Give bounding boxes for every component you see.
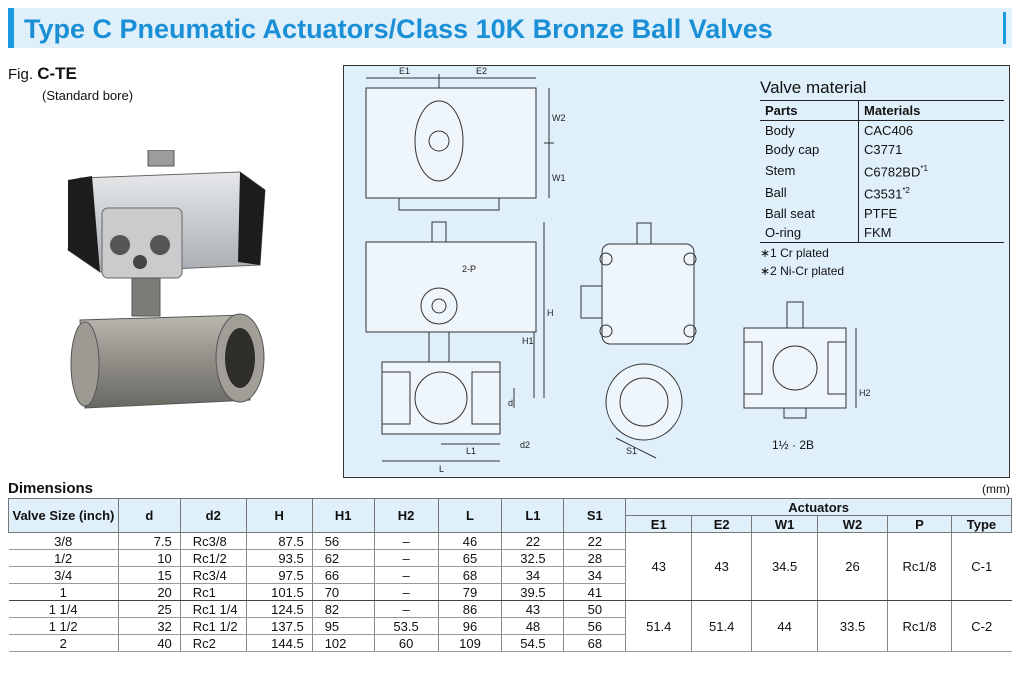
cell-l: 96 — [438, 618, 502, 635]
part-name: Body cap — [760, 140, 859, 159]
cell-h2: – — [374, 567, 438, 584]
cell-h: 93.5 — [246, 550, 312, 567]
label-l1: L1 — [466, 446, 477, 456]
cell-type: C-2 — [951, 601, 1011, 652]
label-port: 2-P — [462, 264, 477, 274]
cell-size: 2 — [9, 635, 119, 652]
col-materials: Materials — [859, 101, 1005, 121]
dimensions-title: Dimensions — [8, 480, 94, 497]
cell-l1: 22 — [502, 533, 564, 550]
col-h2: H2 — [374, 499, 438, 533]
cell-h2: – — [374, 584, 438, 601]
cell-h1: 70 — [312, 584, 374, 601]
cell-l: 68 — [438, 567, 502, 584]
cell-d2: Rc3/8 — [180, 533, 246, 550]
col-d2: d2 — [180, 499, 246, 533]
label-h1: H1 — [522, 336, 534, 346]
cell-l: 46 — [438, 533, 502, 550]
cell-s1: 34 — [564, 567, 626, 584]
cell-l1: 32.5 — [502, 550, 564, 567]
cell-h2: – — [374, 601, 438, 618]
label-d: d — [508, 398, 514, 408]
cell-h1: 56 — [312, 533, 374, 550]
material-row — [760, 223, 1004, 243]
col-h: H — [246, 499, 312, 533]
col-w1: W1 — [752, 516, 818, 533]
cell-h2: – — [374, 550, 438, 567]
valve-material-title: Valve material — [760, 78, 867, 97]
cell-e1: 43 — [626, 533, 692, 601]
material-row — [760, 181, 1004, 203]
cell-size: 1 — [9, 584, 119, 601]
cell-h: 97.5 — [246, 567, 312, 584]
cell-h2: 53.5 — [374, 618, 438, 635]
col-p: P — [887, 516, 951, 533]
label-h2: H2 — [859, 388, 871, 398]
col-type: Type — [951, 516, 1011, 533]
part-name: Ball seat — [760, 204, 859, 223]
cell-type: C-1 — [951, 533, 1011, 601]
dimension-diagram — [343, 65, 1010, 478]
cell-p: Rc1/8 — [887, 533, 951, 601]
col-e1: E1 — [626, 516, 692, 533]
cell-size: 3/4 — [9, 567, 119, 584]
cell-size: 1 1/2 — [9, 618, 119, 635]
unit-label: (mm) — [982, 482, 1010, 496]
cell-d2: Rc2 — [180, 635, 246, 652]
col-l1: L1 — [502, 499, 564, 533]
dimensions-table — [8, 498, 1012, 652]
material-row — [760, 159, 1004, 181]
cell-d: 40 — [118, 635, 180, 652]
cell-size: 1/2 — [9, 550, 119, 567]
col-d: d — [118, 499, 180, 533]
table-row — [9, 533, 1012, 550]
material-row — [760, 121, 1004, 141]
col-valve-size: Valve Size (inch) — [9, 499, 119, 533]
part-name: O-ring — [760, 223, 859, 243]
cell-l: 109 — [438, 635, 502, 652]
cell-d: 20 — [118, 584, 180, 601]
size-label: 1½ · 2B — [772, 438, 815, 452]
cell-d: 25 — [118, 601, 180, 618]
cell-size: 3/8 — [9, 533, 119, 550]
label-e2: E2 — [476, 66, 488, 76]
cell-l: 65 — [438, 550, 502, 567]
cell-d2: Rc3/4 — [180, 567, 246, 584]
cell-h2: – — [374, 533, 438, 550]
cell-h1: 82 — [312, 601, 374, 618]
valve-photo — [40, 150, 300, 450]
material-name: C6782BD — [864, 164, 921, 180]
cell-h1: 102 — [312, 635, 374, 652]
cell-l: 79 — [438, 584, 502, 601]
label-e1: E1 — [399, 66, 411, 76]
page-title: Type C Pneumatic Actuators/Class 10K Bronze Ball Valves — [24, 14, 773, 44]
cell-d2: Rc1 — [180, 584, 246, 601]
cell-w2: 33.5 — [818, 601, 888, 652]
cell-size: 1 1/4 — [9, 601, 119, 618]
cell-d: 10 — [118, 550, 180, 567]
col-l: L — [438, 499, 502, 533]
figure-subtitle: (Standard bore) — [42, 88, 134, 103]
cell-w1: 44 — [752, 601, 818, 652]
table-row — [9, 601, 1012, 618]
material-name: CAC406 — [864, 123, 914, 138]
col-s1: S1 — [564, 499, 626, 533]
cell-l: 86 — [438, 601, 502, 618]
material-name: C3771 — [864, 142, 903, 157]
material-note: *2 — [902, 186, 910, 196]
cell-h1: 66 — [312, 567, 374, 584]
cell-d: 32 — [118, 618, 180, 635]
material-name: C3531 — [864, 186, 903, 202]
label-h: H — [547, 308, 554, 318]
material-note-1: ∗1 Cr plated — [760, 245, 829, 260]
title-edge — [1003, 12, 1006, 44]
cell-w2: 26 — [818, 533, 888, 601]
cell-s1: 28 — [564, 550, 626, 567]
cell-s1: 56 — [564, 618, 626, 635]
cell-d2: Rc1/2 — [180, 550, 246, 567]
cell-e1: 51.4 — [626, 601, 692, 652]
part-name: Ball — [760, 181, 859, 203]
label-d2: d2 — [520, 440, 531, 450]
cell-h: 137.5 — [246, 618, 312, 635]
title-bar — [8, 8, 1012, 48]
col-h1: H1 — [312, 499, 374, 533]
cell-h1: 62 — [312, 550, 374, 567]
figure-code: C-TE — [37, 64, 77, 83]
material-row — [760, 140, 1004, 159]
cell-h: 101.5 — [246, 584, 312, 601]
cell-l1: 39.5 — [502, 584, 564, 601]
material-note-2: ∗2 Ni-Cr plated — [760, 263, 845, 278]
cell-s1: 22 — [564, 533, 626, 550]
label-w2: W2 — [552, 113, 566, 123]
material-name: FKM — [864, 224, 892, 240]
cell-l1: 43 — [502, 601, 564, 618]
cell-s1: 41 — [564, 584, 626, 601]
col-actuators: Actuators — [626, 499, 1012, 516]
cell-d: 15 — [118, 567, 180, 584]
label-w1: W1 — [552, 173, 566, 183]
cell-h: 87.5 — [246, 533, 312, 550]
cell-p: Rc1/8 — [887, 601, 951, 652]
label-l: L — [439, 464, 445, 474]
part-name: Stem — [760, 159, 859, 181]
part-name: Body — [760, 121, 859, 141]
material-row — [760, 204, 1004, 223]
material-note: *1 — [920, 164, 928, 173]
cell-s1: 68 — [564, 635, 626, 652]
cell-l1: 48 — [502, 618, 564, 635]
cell-h1: 95 — [312, 618, 374, 635]
valve-material-table — [760, 100, 1004, 243]
cell-h: 124.5 — [246, 601, 312, 618]
cell-e2: 51.4 — [692, 601, 752, 652]
cell-d2: Rc1 1/2 — [180, 618, 246, 635]
cell-d: 7.5 — [118, 533, 180, 550]
cell-h: 144.5 — [246, 635, 312, 652]
label-s1: S1 — [626, 446, 638, 456]
cell-s1: 50 — [564, 601, 626, 618]
cell-w1: 34.5 — [752, 533, 818, 601]
material-name: PTFE — [864, 205, 898, 221]
valve-material-panel — [760, 78, 1004, 279]
cell-l1: 34 — [502, 567, 564, 584]
cell-l1: 54.5 — [502, 635, 564, 652]
col-w2: W2 — [818, 516, 888, 533]
cell-h2: 60 — [374, 635, 438, 652]
figure-caption — [8, 64, 134, 103]
cell-e2: 43 — [692, 533, 752, 601]
col-parts: Parts — [760, 101, 859, 121]
col-e2: E2 — [692, 516, 752, 533]
figure-prefix: Fig. — [8, 66, 34, 83]
cell-d2: Rc1 1/4 — [180, 601, 246, 618]
